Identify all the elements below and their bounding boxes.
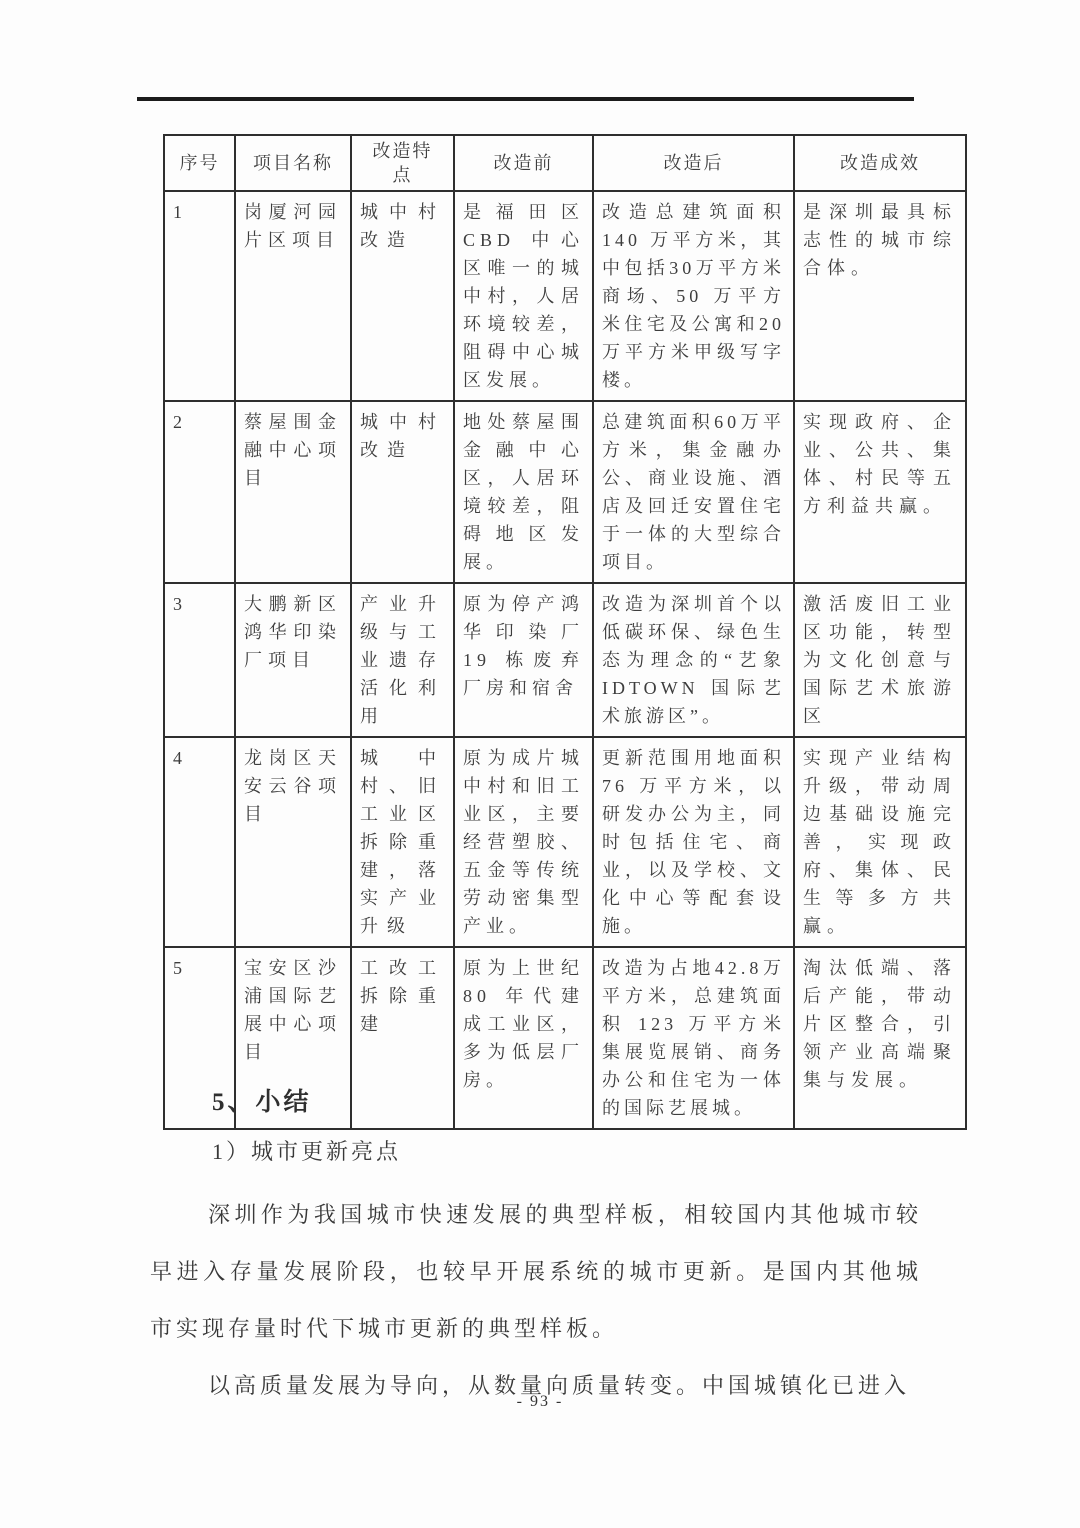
- cell-feature: 产业升级与工业遗存活化利用: [351, 583, 454, 737]
- cell-project-name: 龙岗区天安云谷项目: [235, 737, 351, 947]
- col-header-index-label: 序号: [179, 153, 220, 173]
- summary-section: [150, 1086, 922, 1414]
- cell-feature: 城中村改造: [351, 401, 454, 583]
- col-header-result: [794, 135, 966, 191]
- cell-after: 改造为深圳首个以低碳环保、绿色生态为理念的“艺象IDTOWN 国际艺术旅游区”。: [593, 583, 794, 737]
- projects-table: [163, 134, 967, 1130]
- col-header-result-label: 改造成效: [840, 153, 920, 173]
- cell-result: 是深圳最具标志性的城市综合体。: [794, 191, 966, 401]
- cell-feature: 城中村改造: [351, 191, 454, 401]
- cell-project-name: 大鹏新区鸿华印染厂项目: [235, 583, 351, 737]
- cell-before: 原为上世纪80 年代建成工业区，多为低层厂房。: [454, 947, 593, 1129]
- cell-after: 改造为占地42.8万平方米，总建筑面积 123 万平方米集展览展销、商务办公和住宅为一体的国际艺展城。: [593, 947, 794, 1129]
- table-row: [164, 737, 966, 947]
- cell-index: 1: [164, 191, 235, 401]
- cell-before: 是福田区CBD 中心区唯一的城中村，人居环境较差，阻碍中心城区发展。: [454, 191, 593, 401]
- cell-feature: 城中村、旧工业区拆除重建，落实产业升级: [351, 737, 454, 947]
- cell-index: 4: [164, 737, 235, 947]
- col-header-before: [454, 135, 593, 191]
- cell-before: 地处蔡屋围金融中心区，人居环境较差，阻碍地区发展。: [454, 401, 593, 583]
- cell-result: 淘汰低端、落后产能，带动片区整合，引领产业高端聚集与发展。: [794, 947, 966, 1129]
- cell-index: 3: [164, 583, 235, 737]
- section-heading: 5、小结: [212, 1089, 312, 1116]
- col-header-before-label: 改造前: [493, 153, 554, 173]
- cell-result: 实现产业结构升级，带动周边基础设施完善，实现政府、集体、民生等多方共赢。: [794, 737, 966, 947]
- cell-after: 更新范围用地面积76 万平方米，以研发办公为主，同时包括住宅、商业，以及学校、文化中心等配套设施。: [593, 737, 794, 947]
- table-row: [164, 191, 966, 401]
- page-number: - 93 -: [516, 1393, 564, 1410]
- cell-after: 总建筑面积60万平方米，集金融办公、商业设施、酒店及回迁安置住宅于一体的大型综合项目。: [593, 401, 794, 583]
- cell-project-name: 宝安区沙浦国际艺展中心项目: [235, 947, 351, 1129]
- header-rule: [137, 97, 914, 101]
- cell-index: 2: [164, 401, 235, 583]
- cell-index: 5: [164, 947, 235, 1129]
- col-header-after: [593, 135, 794, 191]
- table-header-row: [164, 135, 966, 191]
- cell-result: 实现政府、企业、公共、集体、村民等五方利益共赢。: [794, 401, 966, 583]
- cell-before: 原为停产鸿华印染厂 19 栋废弃厂房和宿舍: [454, 583, 593, 737]
- col-header-after-label: 改造后: [663, 153, 724, 173]
- col-header-project-name: [235, 135, 351, 191]
- cell-result: 激活废旧工业区功能，转型为文化创意与国际艺术旅游区: [794, 583, 966, 737]
- cell-before: 原为成片城中村和旧工业区，主要经营塑胶、五金等传统劳动密集型产业。: [454, 737, 593, 947]
- subsection-heading: 1）城市更新亮点: [212, 1139, 402, 1164]
- table-row: [164, 401, 966, 583]
- summary-paragraph-2: 以高质量发展为导向，从数量向质量转变。中国城镇化已进入: [208, 1373, 911, 1398]
- col-header-feature-label: 改造特点: [372, 141, 433, 185]
- cell-project-name: 蔡屋围金融中心项目: [235, 401, 351, 583]
- col-header-feature: [351, 135, 454, 191]
- cell-project-name: 岗厦河园片区项目: [235, 191, 351, 401]
- summary-paragraph-1: 深圳作为我国城市快速发展的典型样板，相较国内其他城市较早进入存量发展阶段，也较早开展系统的城市更新。是国内其他城市实现存量时代下城市更新的典型样板。: [150, 1202, 922, 1341]
- cell-feature: 工改工拆除重建: [351, 947, 454, 1129]
- cell-after: 改造总建筑面积140 万平方米，其中包括30万平方米商场、50 万平方米住宅及公寓和20万平方米甲级写字楼。: [593, 191, 794, 401]
- col-header-project-name-label: 项目名称: [253, 153, 333, 173]
- table-row: [164, 583, 966, 737]
- col-header-index: [164, 135, 235, 191]
